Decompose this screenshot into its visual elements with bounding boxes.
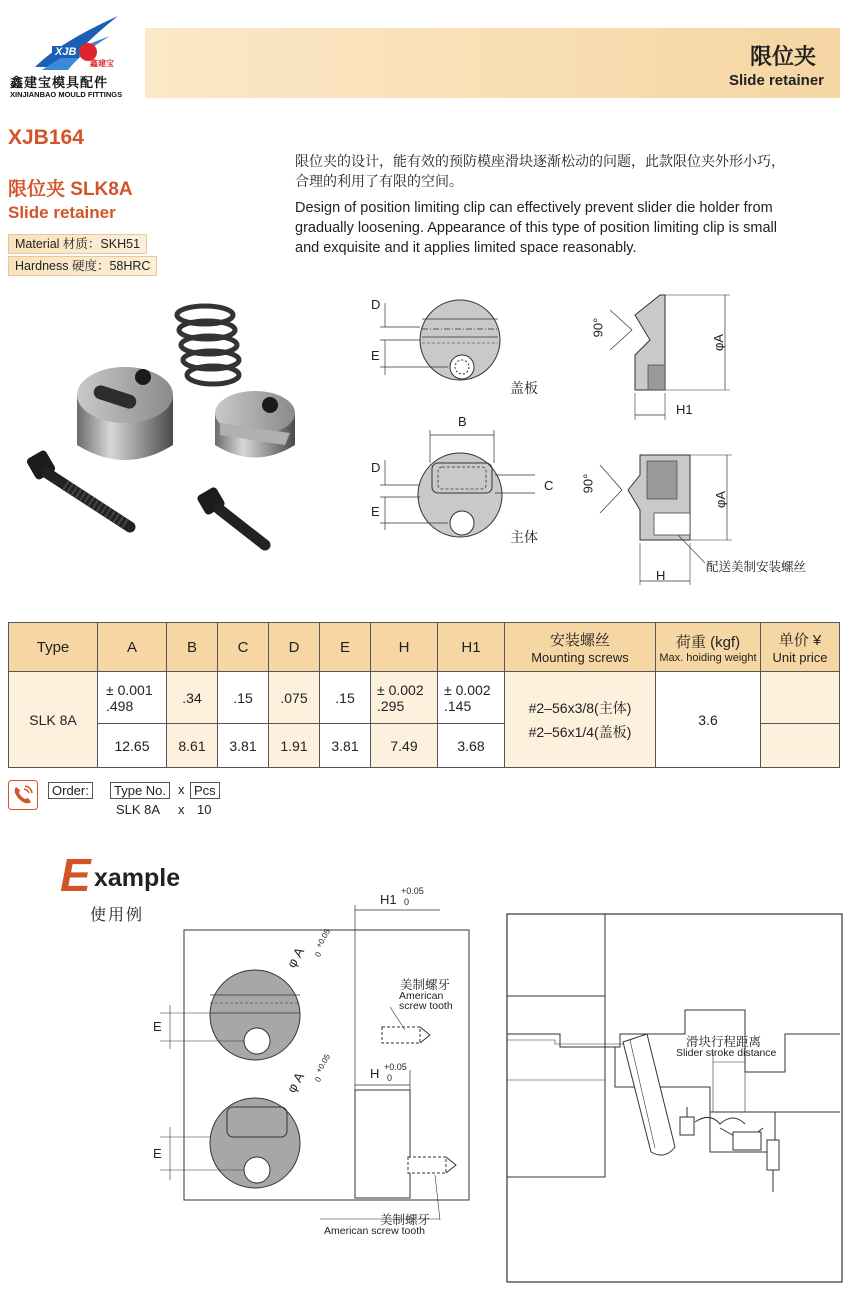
cell-c-inch: .15 [218, 672, 269, 724]
lid-side-view [610, 295, 730, 420]
dim-b: B [458, 414, 467, 429]
product-photo [15, 295, 295, 565]
th-price [761, 623, 840, 672]
ex-h1-tol-down: 0 [404, 897, 410, 907]
cell-h1-inch [438, 672, 505, 724]
example-title: xample [94, 864, 181, 892]
brand-name-en: XINJIANBAO MOULD FITTINGS [10, 90, 123, 99]
ex-screw-cn-lower: 美制螺牙 [380, 1213, 431, 1227]
th-screws-cn: 安装螺丝 [549, 632, 610, 649]
cell-load: 3.6 [656, 672, 761, 768]
angle-body: 90° [580, 473, 596, 494]
dim-c: C [544, 478, 554, 493]
th-type: Type [9, 623, 98, 672]
ex-screw-en-lower: American screw tooth [324, 1225, 425, 1237]
short-screw-icon [196, 486, 265, 545]
example-title-cn: 使用例 [90, 907, 145, 924]
header-band [145, 28, 840, 98]
ex-a-tol-up-lower: +0.05 [314, 1052, 333, 1075]
logo-cn-small: 鑫建宝 [90, 59, 114, 68]
th-a: A [98, 623, 167, 672]
description-cn-line: 合理的利用了有限的空间。 [295, 173, 463, 189]
example-initial: E [60, 849, 91, 901]
ex-screw-cn-upper: 美制螺牙 [400, 978, 451, 992]
cell-a-val: .498 [106, 697, 134, 714]
product-title-en: Slide retainer [8, 203, 116, 222]
retainer-lid-icon [215, 391, 295, 458]
ex-h1-label: H1 [380, 892, 397, 907]
description-en-line: Design of position limiting clip can effectively prevent slider die holder from [295, 200, 773, 216]
th-b: B [167, 623, 218, 672]
screw-note: 配送美制安装螺丝 [706, 560, 807, 574]
ex-e-upper: E [153, 1019, 162, 1034]
th-load-cn: 荷重 (kgf) [675, 633, 741, 651]
cell-price-inch [761, 672, 840, 724]
material-spec: Material 材质：SKH51 [8, 234, 147, 254]
ex-h1-tol-up: +0.05 [401, 886, 424, 896]
dim-a-lid: φA [711, 333, 727, 352]
cell-screws [505, 672, 656, 768]
dim-h1: H1 [676, 402, 693, 417]
cell-h1-val: .145 [444, 697, 472, 714]
th-c: C [218, 623, 269, 672]
lid-top-view [380, 300, 500, 380]
long-screw-icon [25, 449, 130, 527]
cell-d-inch: .075 [269, 672, 320, 724]
th-price-cn: 单价 ¥ [778, 632, 822, 649]
order-pcs-label: Pcs [190, 782, 220, 799]
description-en-line: gradually loosening. Appearance of this type of position limiting clip is small [295, 220, 777, 236]
angle-lid: 90° [590, 317, 606, 338]
phone-order-icon [8, 780, 38, 810]
order-x-label: x [178, 782, 185, 797]
order-type-no-label: Type No. [110, 782, 170, 799]
cell-e-mm: 3.81 [320, 724, 371, 768]
cell-a-mm: 12.65 [98, 724, 167, 768]
body-top-view [380, 430, 535, 537]
ex-a-tol-down-upper: 0 [313, 950, 324, 959]
th-load-en: Max. hoiding weight [659, 651, 757, 664]
cell-d-mm: 1.91 [269, 724, 320, 768]
th-h1: H1 [438, 623, 505, 672]
dim-d-body: D [371, 460, 381, 475]
stroke-label-en: Slider stroke distance [676, 1047, 777, 1059]
th-screws-en: Mounting screws [531, 650, 629, 665]
dim-e-body: E [371, 504, 380, 519]
ex-a-tol-up-upper: +0.05 [314, 927, 333, 950]
cell-screw-1: #2–56x3/8(主体) [528, 699, 632, 716]
ex-a-label-lower: φ A [283, 1069, 308, 1096]
cell-h-mm: 7.49 [371, 724, 438, 768]
description-en [295, 198, 835, 258]
cell-screw-2: #2–56x1/4(盖板) [528, 723, 632, 740]
cell-h-inch [371, 672, 438, 724]
ex-h-tol-down: 0 [387, 1073, 393, 1083]
logo [30, 12, 125, 72]
cell-h-val: .295 [377, 697, 405, 714]
cell-b-mm: 8.61 [167, 724, 218, 768]
ex-a-label-upper: φ A [283, 944, 308, 971]
product-code: XJB164 [8, 126, 84, 149]
logo-mark: XJB [52, 46, 79, 58]
cell-h1-tol: ± 0.002 [444, 681, 491, 698]
header-title-cn: 限位夹 [749, 44, 816, 69]
cell-type: SLK 8A [9, 672, 98, 768]
th-load [656, 623, 761, 672]
description-cn [295, 151, 835, 191]
ex-screw-en1-upper: American [399, 990, 444, 1002]
lid-label: 盖板 [510, 380, 538, 396]
ex-h-tol-up: +0.05 [384, 1062, 407, 1072]
description-cn-line: 限位夹的设计，能有效的预防模座滑块逐渐松动的问题，此款限位夹外形小巧， [295, 153, 785, 169]
spring-icon [177, 306, 239, 384]
th-h: H [371, 623, 438, 672]
spec-table [8, 622, 840, 768]
cell-h-tol: ± 0.002 [377, 681, 424, 698]
brand-name-cn: 鑫建宝模具配件 [10, 75, 109, 90]
cell-b-inch: .34 [167, 672, 218, 724]
cell-price-mm [761, 724, 840, 768]
cell-h1-mm: 3.68 [438, 724, 505, 768]
retainer-body-icon [77, 367, 173, 460]
dim-e-lid: E [371, 348, 380, 363]
ex-a-tol-down-lower: 0 [313, 1075, 324, 1084]
th-price-en: Unit price [772, 650, 828, 665]
hardness-spec: Hardness 硬度：58HRC [8, 256, 157, 276]
dim-d-lid: D [371, 297, 381, 312]
table-header-row [9, 623, 840, 672]
body-label: 主体 [510, 529, 538, 545]
ex-h-label: H [370, 1066, 380, 1081]
order-label: Order: [48, 782, 93, 799]
cell-a-inch [98, 672, 167, 724]
order-x: x [178, 802, 185, 817]
order-type-no: SLK 8A [116, 802, 161, 817]
header-title-en: Slide retainer [728, 72, 824, 89]
ex-screw-en2-upper: screw tooth [399, 1000, 453, 1012]
cell-a-tol: ± 0.001 [106, 681, 153, 698]
product-title-cn: 限位夹 SLK8A [8, 179, 133, 200]
description-en-line: and exquisite and it applies limited space reasonably. [295, 240, 637, 256]
cell-c-mm: 3.81 [218, 724, 269, 768]
cell-e-inch: .15 [320, 672, 371, 724]
th-e: E [320, 623, 371, 672]
ex-e-lower: E [153, 1146, 162, 1161]
th-screws [505, 623, 656, 672]
dim-a-body: φA [713, 490, 729, 509]
order-qty: 10 [197, 802, 212, 817]
example-drawing-right [505, 912, 845, 1284]
th-d: D [269, 623, 320, 672]
stroke-label-cn: 滑块行程距离 [686, 1035, 762, 1049]
dim-h: H [656, 568, 666, 583]
table-row-inch [9, 672, 840, 724]
